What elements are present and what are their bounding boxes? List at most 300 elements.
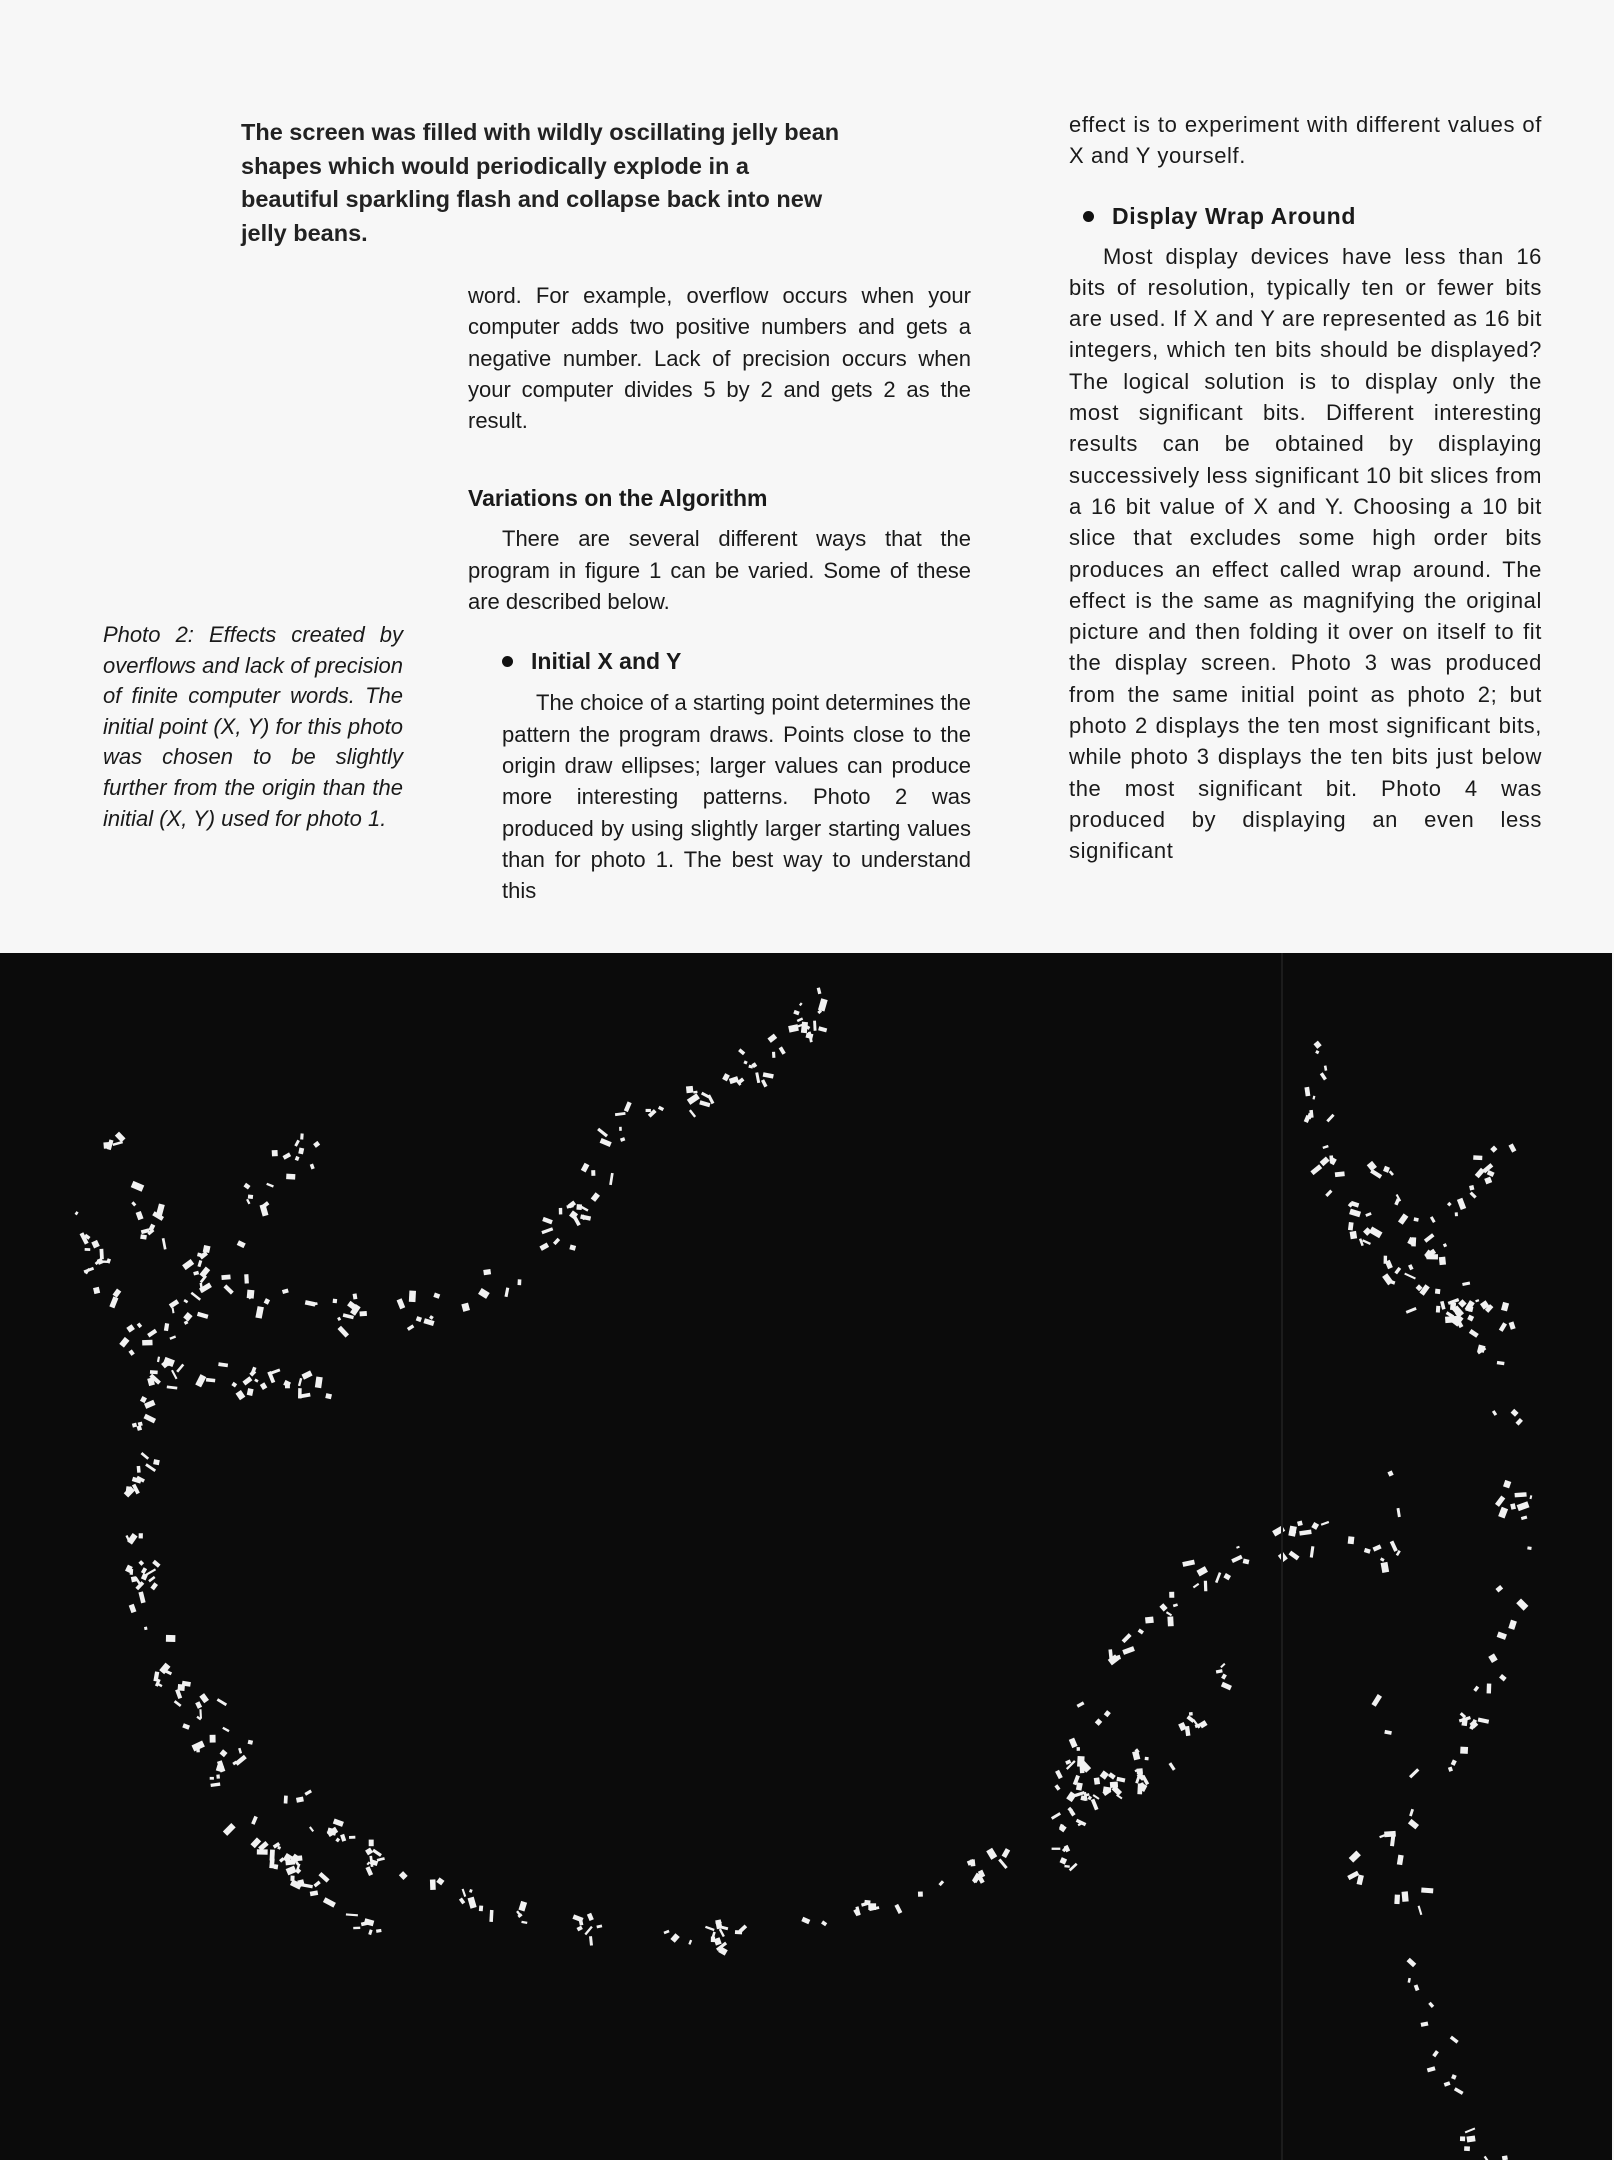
- pattern-dot: [286, 1174, 295, 1180]
- pattern-dot: [461, 1303, 470, 1312]
- pattern-dot: [821, 1920, 827, 1926]
- pattern-dot: [131, 1181, 145, 1192]
- pattern-dot: [137, 1425, 142, 1431]
- pattern-dot: [85, 1248, 91, 1251]
- pattern-dot: [755, 1072, 760, 1083]
- pattern-dot: [1439, 1257, 1446, 1266]
- pattern-dot: [210, 1777, 214, 1780]
- pattern-dot: [290, 1876, 294, 1881]
- pattern-dot: [283, 1152, 292, 1159]
- pattern-dot: [153, 1459, 160, 1465]
- pattern-dot: [325, 1393, 332, 1399]
- pattern-dot: [138, 1591, 145, 1603]
- pattern-dot: [1469, 1185, 1474, 1190]
- pattern-dot: [624, 1101, 632, 1112]
- pattern-dot: [1182, 1560, 1195, 1567]
- pattern-dot: [763, 1072, 774, 1078]
- pattern-dot: [75, 1211, 79, 1215]
- pattern-dot: [1419, 1284, 1429, 1296]
- pattern-dot: [128, 1349, 134, 1356]
- pattern-dot: [164, 1323, 169, 1331]
- pattern-dot: [284, 1796, 288, 1804]
- photo-caption-text: Photo 2: Effects created by overflows and lack of precision of finite computer words. The initial point (X, Y) for this photo was chosen to be slightly further from the origin than the initial (X, Y) used for photo 1.: [103, 622, 403, 831]
- pattern-dot: [1166, 1611, 1172, 1616]
- pattern-dot: [301, 1370, 312, 1379]
- pattern-dot: [248, 1740, 254, 1745]
- pattern-dot: [248, 1195, 253, 1200]
- pattern-dot: [479, 1905, 483, 1911]
- pattern-dot: [1428, 2002, 1434, 2008]
- pattern-dot: [137, 1322, 142, 1328]
- pattern-dot: [1475, 1299, 1479, 1302]
- pattern-dot: [142, 1340, 152, 1346]
- pattern-dot: [1462, 1282, 1470, 1286]
- pattern-dot: [711, 1931, 716, 1939]
- pattern-dot: [1443, 1243, 1447, 1247]
- pattern-dot: [221, 1275, 230, 1280]
- pattern-dot: [223, 1284, 233, 1294]
- photo-2-pattern: [0, 953, 1612, 2160]
- pattern-dot: [1364, 1548, 1371, 1554]
- pattern-dot: [340, 1834, 346, 1842]
- pattern-dot: [195, 1374, 206, 1387]
- pattern-dot: [1310, 1164, 1322, 1175]
- pattern-dot: [689, 1109, 696, 1117]
- pattern-dot: [1454, 2087, 1464, 2095]
- pattern-dot: [646, 1109, 651, 1112]
- bullet-heading-text: Initial X and Y: [531, 648, 682, 675]
- pattern-dot: [337, 1317, 341, 1321]
- pattern-dot: [313, 1141, 320, 1148]
- pattern-dot: [894, 1904, 902, 1914]
- pattern-dot: [1373, 1544, 1382, 1551]
- pattern-dot: [144, 1627, 147, 1631]
- pattern-dot: [1060, 1857, 1068, 1864]
- pattern-dot: [1394, 1895, 1400, 1905]
- pattern-dot: [1066, 1791, 1076, 1802]
- pattern-dot: [489, 1910, 493, 1922]
- pattern-dot: [541, 1227, 553, 1234]
- photo-2-image: [0, 953, 1612, 2160]
- pattern-dot: [1527, 1546, 1531, 1550]
- pattern-dot: [521, 1921, 527, 1924]
- pattern-dot: [271, 1368, 281, 1374]
- pattern-dot: [600, 1138, 612, 1147]
- pattern-dot: [162, 1238, 167, 1250]
- pattern-dot: [1320, 1072, 1327, 1080]
- pattern-dot: [286, 1866, 297, 1876]
- pattern-dot: [1503, 1480, 1511, 1489]
- pattern-dot: [619, 1127, 622, 1131]
- pattern-dot: [1384, 1730, 1392, 1735]
- pattern-dot: [254, 1379, 258, 1383]
- pattern-dot: [1325, 1190, 1332, 1197]
- pattern-dot: [372, 1849, 382, 1857]
- pattern-dot: [1383, 1166, 1390, 1173]
- pattern-dot: [1169, 1762, 1176, 1771]
- pattern-dot: [353, 1293, 358, 1299]
- pattern-dot: [1464, 2146, 1470, 2151]
- pattern-dot: [429, 1315, 434, 1320]
- pattern-dot: [220, 1749, 228, 1757]
- pattern-dot: [1394, 1267, 1401, 1275]
- pattern-dot: [1159, 1603, 1167, 1611]
- pattern-dot: [539, 1243, 549, 1251]
- pattern-dot: [93, 1287, 100, 1294]
- pattern-dot: [274, 1864, 279, 1869]
- pattern-dot: [169, 1299, 179, 1308]
- pattern-dot: [576, 1204, 582, 1210]
- pattern-dot: [1516, 1599, 1528, 1611]
- pattern-dot: [1104, 1710, 1111, 1717]
- pattern-dot: [197, 1260, 202, 1267]
- pattern-dot: [260, 1382, 267, 1390]
- pattern-dot: [366, 1861, 370, 1865]
- pattern-dot: [1357, 1875, 1364, 1886]
- pattern-dot: [126, 1324, 135, 1332]
- pattern-dot: [141, 1452, 150, 1460]
- pattern-dot: [1515, 1418, 1523, 1426]
- pattern-dot: [1447, 1202, 1452, 1207]
- pattern-dot: [813, 1021, 816, 1031]
- pattern-dot: [1384, 1831, 1396, 1837]
- pattern-dot: [801, 1022, 808, 1034]
- pattern-dot: [196, 1748, 200, 1753]
- pattern-dot: [436, 1877, 444, 1885]
- bullet-heading-text: Display Wrap Around: [1112, 202, 1356, 229]
- pattern-dot: [864, 1900, 870, 1905]
- pattern-dot: [313, 1881, 320, 1888]
- pattern-dot: [596, 1924, 602, 1928]
- pattern-dot: [247, 1388, 254, 1396]
- pattern-dot: [1136, 1768, 1143, 1774]
- pattern-dot: [658, 1106, 664, 1111]
- pattern-dot: [206, 1378, 215, 1383]
- pattern-dot: [304, 1790, 312, 1796]
- pattern-dot: [478, 1288, 490, 1299]
- pattern-dot: [1236, 1546, 1240, 1549]
- pattern-dot: [468, 1897, 477, 1909]
- pattern-dot: [1369, 1227, 1383, 1239]
- pattern-dot: [572, 1914, 583, 1922]
- pattern-dot: [1469, 1192, 1476, 1199]
- pattern-dot: [1517, 1501, 1530, 1511]
- pattern-dot: [1365, 1212, 1371, 1217]
- pattern-dot: [1529, 1495, 1532, 1499]
- pattern-dot: [157, 1356, 160, 1362]
- pattern-dot: [1397, 1855, 1404, 1866]
- pattern-dot: [270, 1849, 275, 1860]
- pattern-dot: [199, 1693, 209, 1703]
- pattern-dot: [721, 1926, 729, 1931]
- pattern-dot: [300, 1133, 304, 1139]
- pattern-dot: [1322, 1145, 1328, 1149]
- pattern-dot: [1231, 1555, 1242, 1563]
- pattern-dot: [577, 1926, 583, 1932]
- pattern-dot: [238, 1748, 242, 1754]
- pattern-dot: [377, 1857, 385, 1862]
- pattern-dot: [251, 1816, 258, 1825]
- pattern-dot: [1069, 1863, 1078, 1872]
- pattern-dot: [1173, 1603, 1178, 1607]
- pattern-dot: [147, 1329, 157, 1338]
- pattern-dot: [1511, 1409, 1519, 1417]
- pattern-dot: [1077, 1701, 1085, 1707]
- pattern-dot: [333, 1819, 344, 1827]
- pattern-dot: [1100, 1770, 1109, 1779]
- pattern-dot: [569, 1245, 576, 1251]
- pattern-dot: [817, 987, 822, 994]
- variations-paragraph: There are several different ways that the program in figure 1 can be varied. Some of these are described below.: [468, 526, 971, 615]
- pattern-dot: [1398, 1213, 1408, 1224]
- pattern-dot: [144, 1414, 157, 1424]
- pattern-dot: [349, 1836, 355, 1839]
- pattern-dot: [1348, 1536, 1355, 1544]
- pattern-dot: [1467, 1315, 1474, 1322]
- pattern-dot: [359, 1311, 367, 1316]
- pattern-dot: [1402, 1891, 1409, 1902]
- pattern-dot: [1138, 1628, 1144, 1634]
- pattern-dot: [584, 1926, 592, 1935]
- pattern-dot: [1396, 1550, 1401, 1556]
- pattern-dot: [1458, 1299, 1467, 1308]
- bullet-heading-initial-xy: [468, 646, 971, 677]
- pattern-dot: [1145, 1757, 1149, 1761]
- pattern-dot: [1407, 1958, 1417, 1968]
- pattern-dot: [145, 1463, 156, 1472]
- pattern-dot: [688, 1940, 692, 1945]
- pattern-dot: [1055, 1770, 1063, 1779]
- pattern-dot: [407, 1324, 414, 1331]
- pattern-dot: [518, 1901, 527, 1912]
- pattern-dot: [218, 1362, 228, 1367]
- pattern-dot: [1221, 1682, 1232, 1691]
- pattern-dot: [1069, 1738, 1078, 1749]
- pattern-dot: [1451, 2074, 1457, 2080]
- pattern-dot: [767, 1034, 777, 1043]
- pattern-dot: [738, 1048, 745, 1055]
- pattern-dot: [1288, 1526, 1297, 1537]
- pattern-dot: [1404, 1273, 1416, 1280]
- pattern-dot: [264, 1298, 270, 1305]
- pattern-dot: [553, 1238, 560, 1245]
- pattern-dot: [343, 1313, 354, 1319]
- pattern-dot: [266, 1183, 274, 1188]
- pattern-dot: [705, 1926, 715, 1931]
- pattern-dot: [1487, 1170, 1495, 1177]
- pattern-dot: [195, 1701, 202, 1709]
- pattern-dot: [591, 1192, 600, 1202]
- pattern-dot: [1310, 1546, 1315, 1558]
- pattern-dot: [152, 1560, 160, 1568]
- pattern-dot: [581, 1163, 590, 1173]
- pattern-dot: [1193, 1583, 1200, 1588]
- pattern-dot: [1440, 1301, 1445, 1310]
- pattern-dot: [1430, 1216, 1436, 1223]
- pattern-dot: [346, 1913, 358, 1916]
- pattern-dot: [1272, 1525, 1285, 1536]
- pattern-dot: [761, 1079, 768, 1087]
- pattern-dot: [1220, 1663, 1225, 1668]
- pattern-dot: [469, 1889, 473, 1893]
- pattern-dot: [113, 1141, 123, 1146]
- pattern-dot: [1510, 1503, 1516, 1510]
- pattern-dot: [318, 1872, 329, 1883]
- pattern-dot: [1495, 1495, 1505, 1506]
- pattern-dot: [148, 1576, 155, 1582]
- pattern-dot: [1091, 1799, 1099, 1811]
- right-intro-paragraph: effect is to experiment with different values of X and Y yourself.: [1069, 112, 1542, 169]
- pattern-dot: [998, 1859, 1007, 1870]
- pattern-dot: [172, 1308, 175, 1314]
- pattern-dot: [131, 1201, 136, 1206]
- pattern-dot: [686, 1086, 693, 1093]
- pattern-dot: [335, 1838, 340, 1843]
- pattern-dot: [244, 1274, 249, 1284]
- pattern-dot: [772, 1052, 775, 1058]
- pattern-dot: [1189, 1712, 1193, 1716]
- pattern-dot: [323, 1897, 336, 1907]
- pattern-dot: [137, 1466, 141, 1473]
- pattern-dot: [1108, 1649, 1113, 1660]
- pattern-dot: [518, 1279, 522, 1285]
- pattern-dot: [250, 1367, 256, 1376]
- pattern-dot: [183, 1299, 188, 1303]
- pattern-dot: [1371, 1694, 1382, 1707]
- pattern-dot: [504, 1287, 509, 1297]
- pattern-dot: [459, 1898, 465, 1905]
- pattern-dot: [693, 1091, 697, 1094]
- pattern-dot: [1508, 1143, 1516, 1152]
- pattern-dot: [150, 1370, 158, 1374]
- pattern-dot: [1495, 1585, 1503, 1593]
- pattern-dot: [113, 1288, 122, 1297]
- pattern-dot: [1320, 1156, 1330, 1166]
- pattern-dot: [235, 1755, 247, 1766]
- pattern-dot: [176, 1364, 184, 1373]
- pattern-dot: [1460, 1712, 1467, 1718]
- pattern-dot: [1335, 1171, 1345, 1177]
- pattern-dot: [1406, 1307, 1417, 1314]
- pattern-dot: [1427, 2066, 1436, 2072]
- pattern-dot: [1311, 1522, 1319, 1530]
- pattern-dot: [1408, 1978, 1411, 1983]
- pattern-dot: [462, 1889, 467, 1897]
- pattern-dot: [1002, 1848, 1011, 1858]
- pattern-dot: [295, 1156, 300, 1161]
- pattern-dot: [1499, 1322, 1507, 1332]
- pattern-dot: [1424, 1233, 1435, 1242]
- bullet-icon: [502, 656, 513, 667]
- section-heading-variations: Variations on the Algorithm: [468, 485, 768, 512]
- pattern-dot: [368, 1929, 372, 1935]
- pattern-dot: [1321, 1521, 1329, 1526]
- pattern-dot: [150, 1582, 158, 1590]
- pattern-dot: [183, 1312, 192, 1321]
- pattern-dot: [203, 1245, 211, 1253]
- pattern-dot: [1411, 1237, 1416, 1246]
- pattern-dot: [1508, 1620, 1517, 1630]
- pattern-dot: [587, 1913, 594, 1921]
- pattern-dot: [242, 1376, 252, 1385]
- pattern-dot: [1498, 1507, 1508, 1519]
- pattern-dot: [337, 1326, 349, 1338]
- pattern-dot: [376, 1929, 382, 1933]
- pattern-dot: [222, 1727, 229, 1733]
- pattern-dot: [1408, 1264, 1414, 1270]
- pattern-dot: [416, 1316, 422, 1322]
- pattern-dot: [246, 1199, 250, 1205]
- pattern-dot: [1313, 1041, 1321, 1049]
- pattern-dot: [255, 1306, 263, 1319]
- pattern-dot: [1215, 1572, 1221, 1583]
- pattern-dot: [743, 1060, 747, 1064]
- pattern-dot: [797, 1017, 803, 1022]
- pattern-dot: [1052, 1848, 1061, 1850]
- pattern-dot: [1349, 1851, 1361, 1863]
- pattern-dot: [130, 1569, 134, 1575]
- pattern-dot: [231, 1382, 237, 1388]
- pattern-dot: [1196, 1566, 1208, 1576]
- pattern-dot: [310, 1164, 315, 1170]
- pattern-dot: [199, 1267, 210, 1278]
- pattern-dot: [210, 1735, 216, 1743]
- pattern-dot: [430, 1879, 436, 1890]
- pattern-dot: [1450, 2036, 1459, 2044]
- pattern-dot: [191, 1292, 201, 1301]
- pull-quote: [241, 116, 841, 250]
- pattern-dot: [182, 1259, 194, 1270]
- pattern-dot: [217, 1698, 227, 1706]
- pattern-dot: [1243, 1559, 1250, 1565]
- pattern-dot: [687, 1093, 700, 1105]
- pattern-dot: [1223, 1573, 1231, 1580]
- pattern-dot: [918, 1892, 923, 1897]
- pattern-dot: [139, 1533, 143, 1538]
- pattern-dot: [719, 1929, 725, 1938]
- pattern-dot: [1095, 1718, 1102, 1725]
- pattern-dot: [282, 1288, 289, 1294]
- pattern-dot: [970, 1859, 975, 1866]
- pattern-dot: [1324, 1065, 1327, 1070]
- bullet-heading-display-wrap: [1069, 201, 1542, 232]
- pattern-dot: [609, 1173, 614, 1185]
- pattern-dot: [591, 1170, 595, 1176]
- pattern-dot: [1216, 1669, 1223, 1673]
- pattern-dot: [589, 1936, 593, 1946]
- pattern-dot: [801, 1917, 810, 1925]
- pattern-dot: [144, 1400, 155, 1409]
- pattern-dot: [1288, 1551, 1299, 1561]
- pattern-dot: [1515, 1492, 1527, 1497]
- pattern-dot: [1455, 1212, 1458, 1216]
- pattern-dot: [1409, 1768, 1419, 1778]
- pattern-dot: [542, 1217, 553, 1224]
- pattern-dot: [294, 1140, 300, 1147]
- pattern-dot: [174, 1700, 182, 1707]
- pattern-dot: [818, 998, 828, 1011]
- pattern-dot: [1387, 1470, 1393, 1476]
- pattern-dot: [483, 1269, 491, 1275]
- pattern-dot: [620, 1137, 625, 1142]
- pattern-dot: [1167, 1616, 1173, 1626]
- pattern-dot: [216, 1774, 220, 1778]
- pattern-dot: [1116, 1777, 1125, 1783]
- pattern-dot: [670, 1933, 679, 1943]
- pattern-dot: [182, 1723, 190, 1729]
- pattern-dot: [1326, 1114, 1334, 1123]
- pattern-dot: [1502, 2155, 1508, 2160]
